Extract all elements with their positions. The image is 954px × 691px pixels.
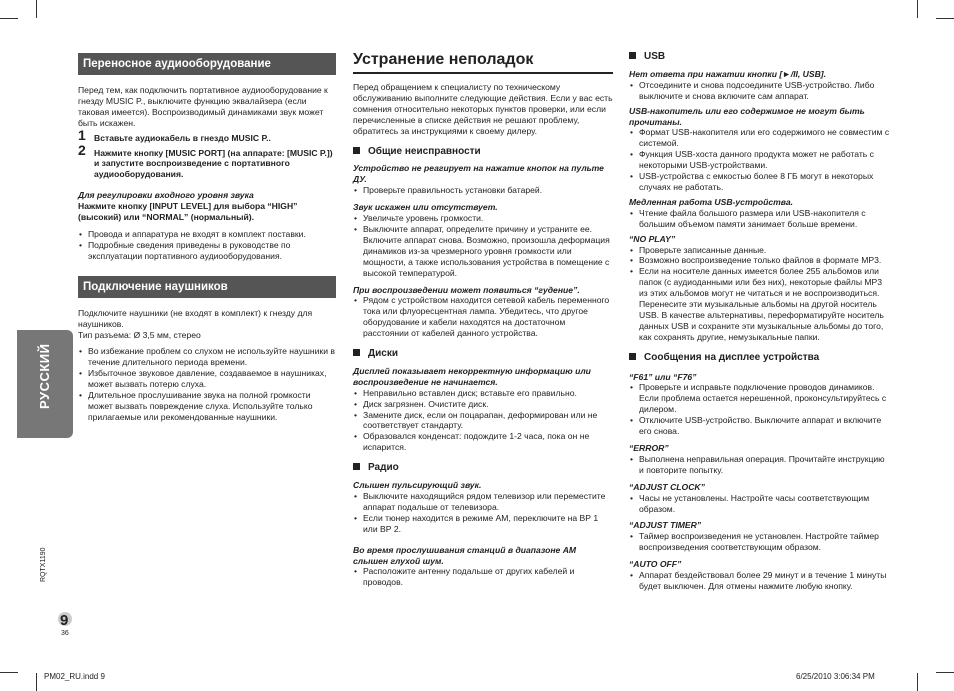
headphones-plug-type: Тип разъема: Ø 3,5 мм, стерео bbox=[78, 329, 201, 340]
usb-heading: USB bbox=[629, 52, 891, 63]
list-item: • Выполнена неправильная операция. Прочитайте инструкцию и повторите попытку. bbox=[639, 454, 891, 476]
crop-mark bbox=[36, 673, 37, 691]
left-column bbox=[78, 53, 336, 423]
square-bullet-icon bbox=[353, 463, 360, 470]
list-item: • USB-устройства с емкостью более 8 ГБ могут в некоторых случаях не работать. bbox=[639, 171, 891, 193]
msg-adjust-clock: “ADJUST CLOCK” bbox=[629, 481, 705, 492]
list-item: • Если на носителе данных имеется более 255 альбомов или папок (с аудиоданными или без них), некоторые файлы MP3 из этих альбомов могут не читаться и не воспроизводиться. Перенесите эти музыкальные альбомы на другой носитель USB. В качестве альтернативы, переформатируйте носитель данных USB и сохраните эти музыкальные альбомы до того, как сохранять другие, немузыкальные папки. bbox=[639, 266, 891, 342]
list-item: • Функция USB-хоста данного продукта может не работать с некоторыми USB-устройствами. bbox=[639, 149, 891, 171]
troubleshooting-intro: Перед обращением к специалисту по техническому обслуживанию выполните следующие действия. Если у вас есть сомнения относительно некоторых пунктов проверки, или если перечисленные в списке действия не решают проблему, обратитесь за инструкциями к своему дилеру. bbox=[353, 82, 613, 136]
list-item: • Отсоедините и снова подсоедините USB-устройство. Либо выключите и снова включите сам аппарат. bbox=[639, 80, 891, 102]
crop-mark bbox=[36, 0, 37, 18]
list-item: • Во избежание проблем со слухом не используйте наушники в течение длительного периода времени. bbox=[88, 346, 336, 368]
step-1 bbox=[78, 126, 336, 144]
portable-audio-heading: Переносное аудиооборудование bbox=[78, 53, 336, 75]
page-number: 9 bbox=[60, 612, 69, 629]
msg-f61: “F61” или “F76” bbox=[629, 371, 697, 382]
headphones-heading: Подключение наушников bbox=[78, 276, 336, 298]
square-bullet-icon bbox=[353, 147, 360, 154]
adjust-level-text: Нажмите кнопку [INPUT LEVEL] для выбора “HIGH” (высокий) или “NORMAL” (нормальный). bbox=[78, 201, 298, 223]
problem-no-play: “NO PLAY” bbox=[629, 233, 676, 244]
list-item: • Длительное прослушивание звука на полной громкости может вызвать повреждение слуха. Используйте только прилагаемые или рекомендованные наушники. bbox=[88, 390, 336, 423]
list-item: • Рядом с устройством находится сетевой кабель переменного тока или флуоресцентная лампа. Убедитесь, что другое оборудование и кабели находятся на достаточном расстоянии от кабелей данного устройства. bbox=[363, 295, 613, 339]
solution-list bbox=[629, 454, 891, 476]
msg-error: “ERROR” bbox=[629, 443, 669, 453]
footer-timestamp: 6/25/2010 3:06:34 PM bbox=[796, 672, 875, 681]
crop-mark bbox=[0, 672, 18, 673]
list-item: • Аппарат бездействовал более 29 минут и в течение 1 минуты будет выключен. Для отмены нажмите любую кнопку. bbox=[639, 570, 891, 592]
crop-mark bbox=[936, 672, 954, 673]
middle-column bbox=[353, 50, 613, 588]
adjust-level-title: Для регулировки входного уровня звука bbox=[78, 190, 254, 201]
step-text: Вставьте аудиокабель в гнездо MUSIC P.. bbox=[94, 132, 271, 143]
msg-auto-off: “AUTO OFF” bbox=[629, 559, 682, 570]
footer-filename: PM02_RU.indd 9 bbox=[44, 672, 105, 681]
crop-mark bbox=[0, 18, 18, 19]
list-item: • Избыточное звуковое давление, создаваемое в наушниках, может вызвать потерю слуха. bbox=[88, 368, 336, 390]
problem-usb-read: USB-накопитель или его содержимое не могут быть прочитаны. bbox=[629, 105, 865, 127]
problem-usb-slow: Медленная работа USB-устройства. bbox=[629, 196, 794, 207]
list-item: • Проверьте записанные данные. bbox=[639, 245, 891, 256]
problem-am-noise: Во время прослушивания станций в диапазоне AM слышен глухой шум. bbox=[353, 544, 577, 566]
portable-notes bbox=[78, 229, 336, 262]
list-item: • Часы не установлены. Настройте часы соответствующим образом. bbox=[639, 493, 891, 515]
headphones-notes bbox=[78, 346, 336, 422]
right-column bbox=[629, 52, 891, 592]
language-tab-label: РУССКИЙ bbox=[37, 343, 52, 409]
portable-intro: Перед тем, как подключить портативное аудиооборудование к гнезду MUSIC P., выключите функцию эквалайзера (если таковая имеется). Воспроизводимый динамиками звук может быть искажен. bbox=[78, 85, 328, 128]
page-number-sub: 36 bbox=[61, 630, 69, 637]
list-item: • Проверьте правильность установки батарей. bbox=[363, 185, 613, 196]
list-item: • Формат USB-накопителя или его содержимого не совместим с системой. bbox=[639, 127, 891, 149]
headphones-intro: Подключите наушники (не входят в комплект) к гнезду для наушников. bbox=[78, 307, 313, 329]
discs-heading: Диски bbox=[353, 349, 613, 360]
problem-pulse: Слышен пульсирующий звук. bbox=[353, 480, 482, 491]
list-item: • Замените диск, если он поцарапан, деформирован или не соответствует стандарту. bbox=[363, 410, 613, 432]
list-item: • Выключите находящийся рядом телевизор или переместите аппарат подальше от телевизора. bbox=[363, 491, 613, 513]
solution-list bbox=[629, 245, 891, 343]
solution-list bbox=[353, 566, 613, 588]
list-item: • Выключите аппарат, определите причину и устраните ее. Включите аппарат снова. Возможно, произошла деформация динамиков из-за чрезмерного уровня громкости или мощности, а также использования устройства в помещение с высокой температурой. bbox=[363, 224, 613, 279]
radio-heading: Радио bbox=[353, 463, 613, 474]
solution-list bbox=[629, 531, 891, 553]
problem-hum: При воспроизведении может появиться “гудение”. bbox=[353, 284, 580, 295]
solution-list bbox=[629, 493, 891, 515]
list-item: • Неправильно вставлен диск; вставьте его правильно. bbox=[363, 388, 613, 399]
solution-list bbox=[353, 295, 613, 339]
solution-list bbox=[353, 388, 613, 453]
msg-adjust-timer: “ADJUST TIMER” bbox=[629, 520, 702, 531]
solution-list bbox=[629, 80, 891, 102]
messages-heading: Сообщения на дисплее устройства bbox=[629, 353, 891, 364]
step-text: Нажмите кнопку [MUSIC PORT] (на аппарате: [MUSIC P.]) и запустите воспроизведение с портативного аудиооборудования. bbox=[94, 147, 333, 180]
list-item: • Возможно воспроизведение только файлов в формате MP3. bbox=[639, 255, 891, 266]
step-number: 1 bbox=[78, 126, 86, 143]
square-bullet-icon bbox=[629, 353, 636, 360]
problem-display: Дисплей показывает некорректную информацию или воспроизведение не начинается. bbox=[353, 365, 591, 387]
list-item: • Увеличьте уровень громкости. bbox=[363, 213, 613, 224]
list-item: • Расположите антенну подальше от других кабелей и проводов. bbox=[363, 566, 613, 588]
solution-list bbox=[353, 491, 613, 535]
list-item: • Чтение файла большого размера или USB-накопителя с большим объемом памяти занимает больше времени. bbox=[639, 208, 891, 230]
step-number: 2 bbox=[78, 141, 86, 158]
crop-mark bbox=[917, 673, 918, 691]
list-item: • Проверьте и исправьте подключение проводов динамиков. Если проблема остается нерешенной, проконсультируйтесь с дилером. bbox=[639, 382, 891, 415]
problem-remote: Устройство не реагирует на нажатие кнопок на пульте ДУ. bbox=[353, 163, 604, 185]
solution-list bbox=[353, 185, 613, 196]
list-item: • Провода и аппаратура не входят в комплект поставки. bbox=[88, 229, 336, 240]
solution-list bbox=[353, 213, 613, 278]
crop-mark bbox=[917, 0, 918, 18]
page-title: Устранение неполадок bbox=[353, 50, 613, 74]
solution-list bbox=[629, 382, 891, 437]
problem-usb-button: Нет ответа при нажатии кнопки [►/II, USB]. bbox=[629, 68, 827, 79]
square-bullet-icon bbox=[353, 349, 360, 356]
crop-mark bbox=[936, 18, 954, 19]
list-item: • Подробные сведения приведены в руководстве по эксплуатации портативного аудиооборудования. bbox=[88, 240, 336, 262]
list-item: • Отключите USB-устройство. Выключите аппарат и включите его снова. bbox=[639, 415, 891, 437]
step-2 bbox=[78, 141, 336, 181]
problem-sound: Звук искажен или отсутствует. bbox=[353, 202, 498, 213]
list-item: • Образовался конденсат: подождите 1-2 часа, пока он не испарится. bbox=[363, 431, 613, 453]
list-item: • Если тюнер находится в режиме AM, переключите на ВР 1 или ВР 2. bbox=[363, 513, 613, 535]
list-item: • Диск загрязнен. Очистите диск. bbox=[363, 399, 613, 410]
square-bullet-icon bbox=[629, 52, 636, 59]
solution-list bbox=[629, 127, 891, 192]
document-code: RQTX1190 bbox=[40, 547, 47, 582]
general-heading: Общие неисправности bbox=[353, 147, 613, 158]
solution-list bbox=[629, 570, 891, 592]
list-item: • Таймер воспроизведения не установлен. Настройте таймер воспроизведения соответствующим образом. bbox=[639, 531, 891, 553]
solution-list bbox=[629, 208, 891, 230]
